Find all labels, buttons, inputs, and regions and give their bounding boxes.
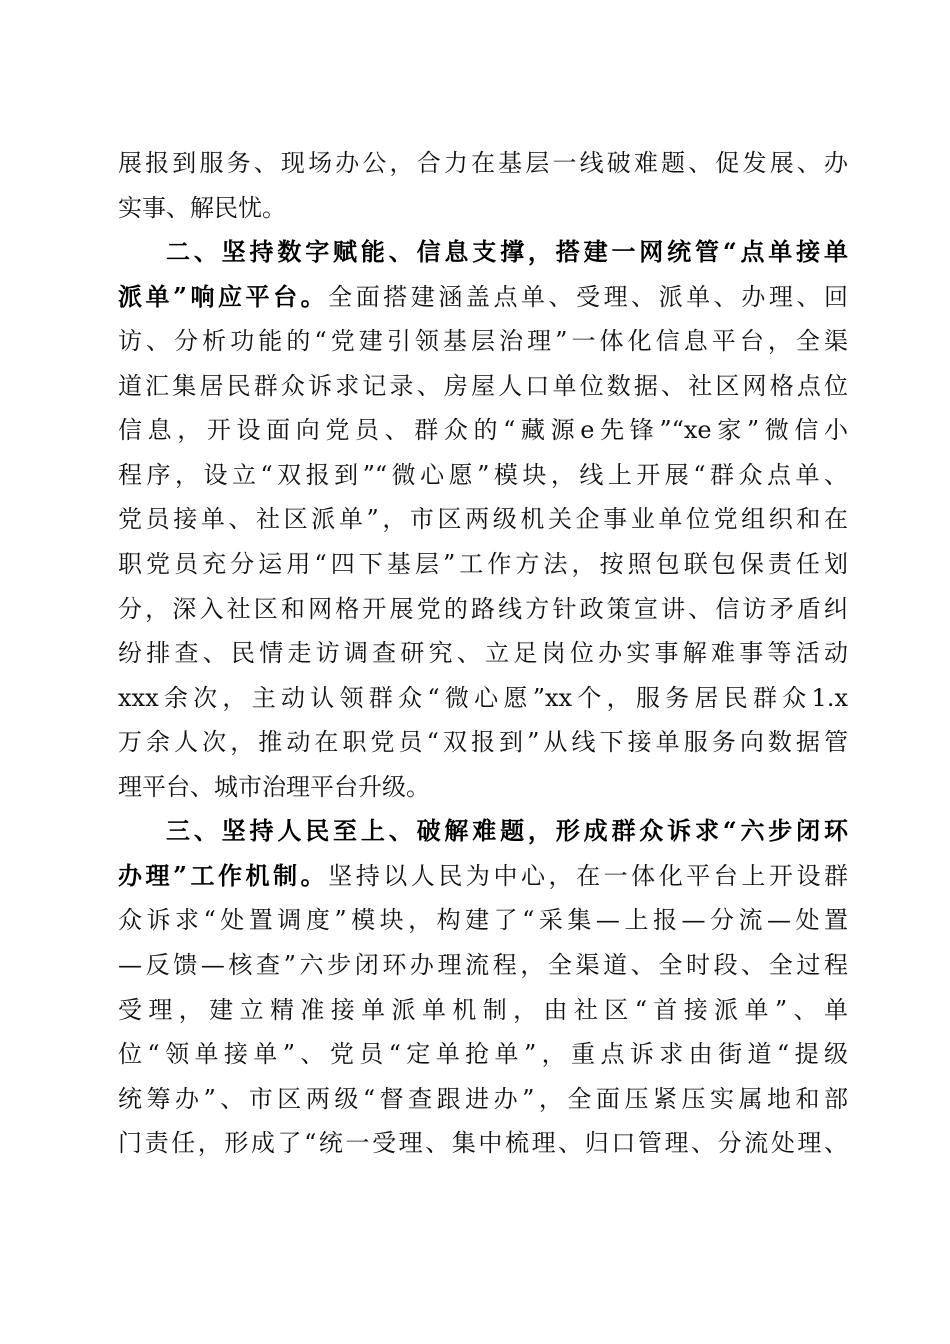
section-2-line: 党员接单、社区派单”，市区两级机关企事业单位党组织和在 — [118, 505, 848, 533]
section-2-line: 分，深入社区和网格开展党的路线方针政策宣讲、信访矛盾纠 — [118, 595, 848, 623]
section-3-line: 受理，建立精准接单派单机制，由社区“首接派单”、单 — [118, 996, 848, 1024]
section-2-line: 万余人次，推动在职党员“双报到”从线下接单服务向数据管 — [118, 728, 848, 756]
section-3-line: 众诉求“处置调度”模块，构建了“采集—上报—分流—处置 — [118, 906, 848, 934]
section-2-line: 访、分析功能的“党建引领基层治理”一体化信息平台，全渠 — [118, 327, 848, 355]
section-3-line: 位“领单接单”、党员“定单抢单”，重点诉求由街道“提级 — [118, 1040, 848, 1068]
section-3-heading-end: 办理”工作机制。 — [118, 861, 329, 890]
paragraph-1-line-2: 实事、解民忧。 — [118, 194, 286, 222]
section-3-heading: 三、坚持人民至上、破解难题，形成群众诉求“六步闭环 — [166, 816, 848, 845]
section-3-line: 统筹办”、市区两级“督查跟进办”，全面压紧压实属地和部 — [118, 1085, 848, 1113]
section-3-line-2 — [118, 856, 848, 896]
section-2-line: xxx余次，主动认领群众“微心愿”xx个，服务居民群众1.x — [118, 684, 848, 712]
section-2-line: 纷排查、民情走访调查研究、立足岗位办实事解难事等活动 — [118, 639, 848, 667]
section-2-heading: 二、坚持数字赋能、信息支撑，搭建一网统管“点单接单 — [166, 237, 848, 266]
section-3-line-2-text: 坚持以人民为中心，在一体化平台上开设群 — [328, 862, 848, 890]
section-2-line: 信息，开设面向党员、群众的“藏源e先锋”“xe家”微信小 — [118, 416, 848, 444]
section-2-line-2 — [118, 277, 848, 317]
section-2-heading-end: 派单”响应平台。 — [118, 282, 329, 311]
paragraph-1-line-1: 展报到服务、现场办公，合力在基层一线破难题、促发展、办 — [118, 149, 848, 177]
section-3-line: 门责任，形成了“统一受理、集中梳理、归口管理、分流处理、 — [118, 1129, 848, 1157]
section-2-line: 程序，设立“双报到”“微心愿”模块，线上开展“群众点单、 — [118, 461, 848, 489]
section-2-line-2-text: 全面搭建涵盖点单、受理、派单、办理、回 — [328, 283, 848, 311]
section-2-line: 道汇集居民群众诉求记录、房屋人口单位数据、社区网格点位 — [118, 372, 848, 400]
section-3-line: —反馈—核查”六步闭环办理流程，全渠道、全时段、全过程 — [118, 951, 848, 979]
section-2-line: 理平台、城市治理平台升级。 — [118, 773, 430, 801]
section-2-line: 职党员充分运用“四下基层”工作方法，按照包联包保责任划 — [118, 550, 848, 578]
